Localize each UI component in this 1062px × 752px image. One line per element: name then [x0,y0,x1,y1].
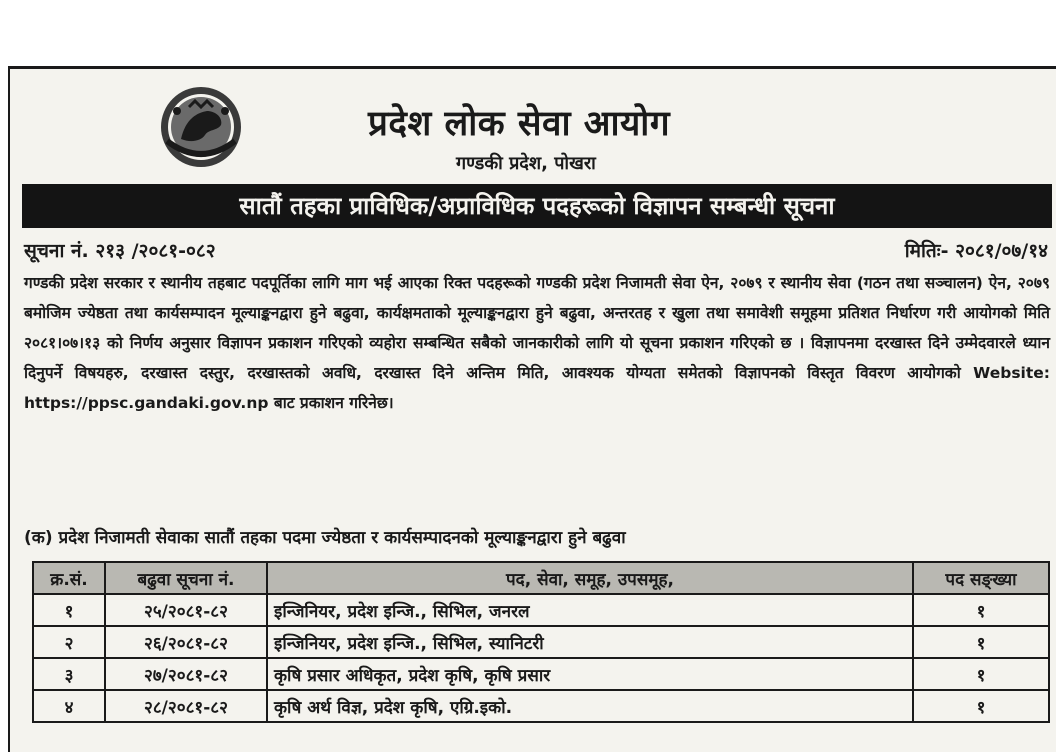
cell-serial: ४ [33,690,105,722]
cell-post-count: १ [913,594,1049,626]
notice-number: सूचना नं. २१३ /२०८१-०८२ [24,240,216,262]
header-post-count: पद सङ्ख्या [913,562,1049,594]
header-serial: क्र.सं. [33,562,105,594]
cell-post: कृषि प्रसार अधिकृत, प्रदेश कृषि, कृषि प्रसार [267,658,913,690]
cell-serial: २ [33,626,105,658]
organization-title: प्रदेश लोक सेवा आयोग [368,104,671,144]
notice-header [10,69,1056,181]
table-row [33,594,1049,626]
organization-subtitle: गण्डकी प्रदेश, पोखरा [456,153,596,174]
cell-post: इन्जिनियर, प्रदेश इन्जि., सिभिल, स्यानिटरी [267,626,913,658]
cell-post-count: १ [913,658,1049,690]
cell-post-count: १ [913,626,1049,658]
notice-body: गण्डकी प्रदेश सरकार र स्थानीय तहबाट पदपूर्तिका लागि माग भई आएका रिक्त पदहरूको गण्डकी प्रदेश निजामती सेवा ऐन, २०७९ र स्थानीय सेवा (गठन तथा सञ्चालन) ऐन, २०७९ बमोजिम ज्येष्ठता तथा कार्यसम्पादन मूल्याङ्कनद्वारा हुने बढुवा, कार्यक्षमताको मूल्याङ्कनद्वारा हुने बढुवा, अन्तरतह र खुला तथा समावेशी समूहमा प्रतिशत निर्धारण गरी आयोगको मिति २०८१।०७।१३ को निर्णय अनुसार विज्ञापन प्रकाशन गरिएको व्यहोरा सम्बन्धित सबैको जानकारीको लागि यो सूचना प्रकाशन गरिएको छ । विज्ञापनमा दरखास्त दिने उम्मेदवारले ध्यान दिनुपर्ने विषयहरु, दरखास्त दस्तुर, दरखास्तको अवधि, दरखास्त दिने अन्तिम मिति, आवश्यक योग्यता समेतको विज्ञापनको विस्तृत विवरण आयोगको Website: https://ppsc.gandaki.gov.np बाट प्रकाशन गरिनेछ। [24,274,1050,412]
table-row [33,690,1049,722]
table-row [33,626,1049,658]
section-heading: (क) प्रदेश निजामती सेवाका सातौं तहका पदमा ज्येष्ठता र कार्यसम्पादनको मूल्याङ्कनद्वारा हुने बढुवा [24,528,626,548]
table-header-row [33,562,1049,594]
notice-page [8,66,1056,752]
cell-notice-number: २५/२०८१-८२ [105,594,267,626]
table-row [33,658,1049,690]
header-notice-number: बढुवा सूचना नं. [105,562,267,594]
header-post: पद, सेवा, समूह, उपसमूह, [267,562,913,594]
cell-post: इन्जिनियर, प्रदेश इन्जि., सिभिल, जनरल [267,594,913,626]
notice-date: मितिः- २०८१/०७/१४ [904,240,1048,262]
cell-post-count: १ [913,690,1049,722]
cell-notice-number: २८/२०८१-८२ [105,690,267,722]
cell-serial: ३ [33,658,105,690]
nepal-emblem-icon [155,81,247,173]
notice-banner: सातौं तहका प्राविधिक/अप्राविधिक पदहरूको विज्ञापन सम्बन्धी सूचना [22,184,1052,228]
posts-table [32,561,1050,723]
cell-notice-number: २६/२०८१-८२ [105,626,267,658]
cell-post: कृषि अर्थ विज्ञ, प्रदेश कृषि, एग्रि.इको. [267,690,913,722]
cell-serial: १ [33,594,105,626]
cell-notice-number: २७/२०८१-८२ [105,658,267,690]
